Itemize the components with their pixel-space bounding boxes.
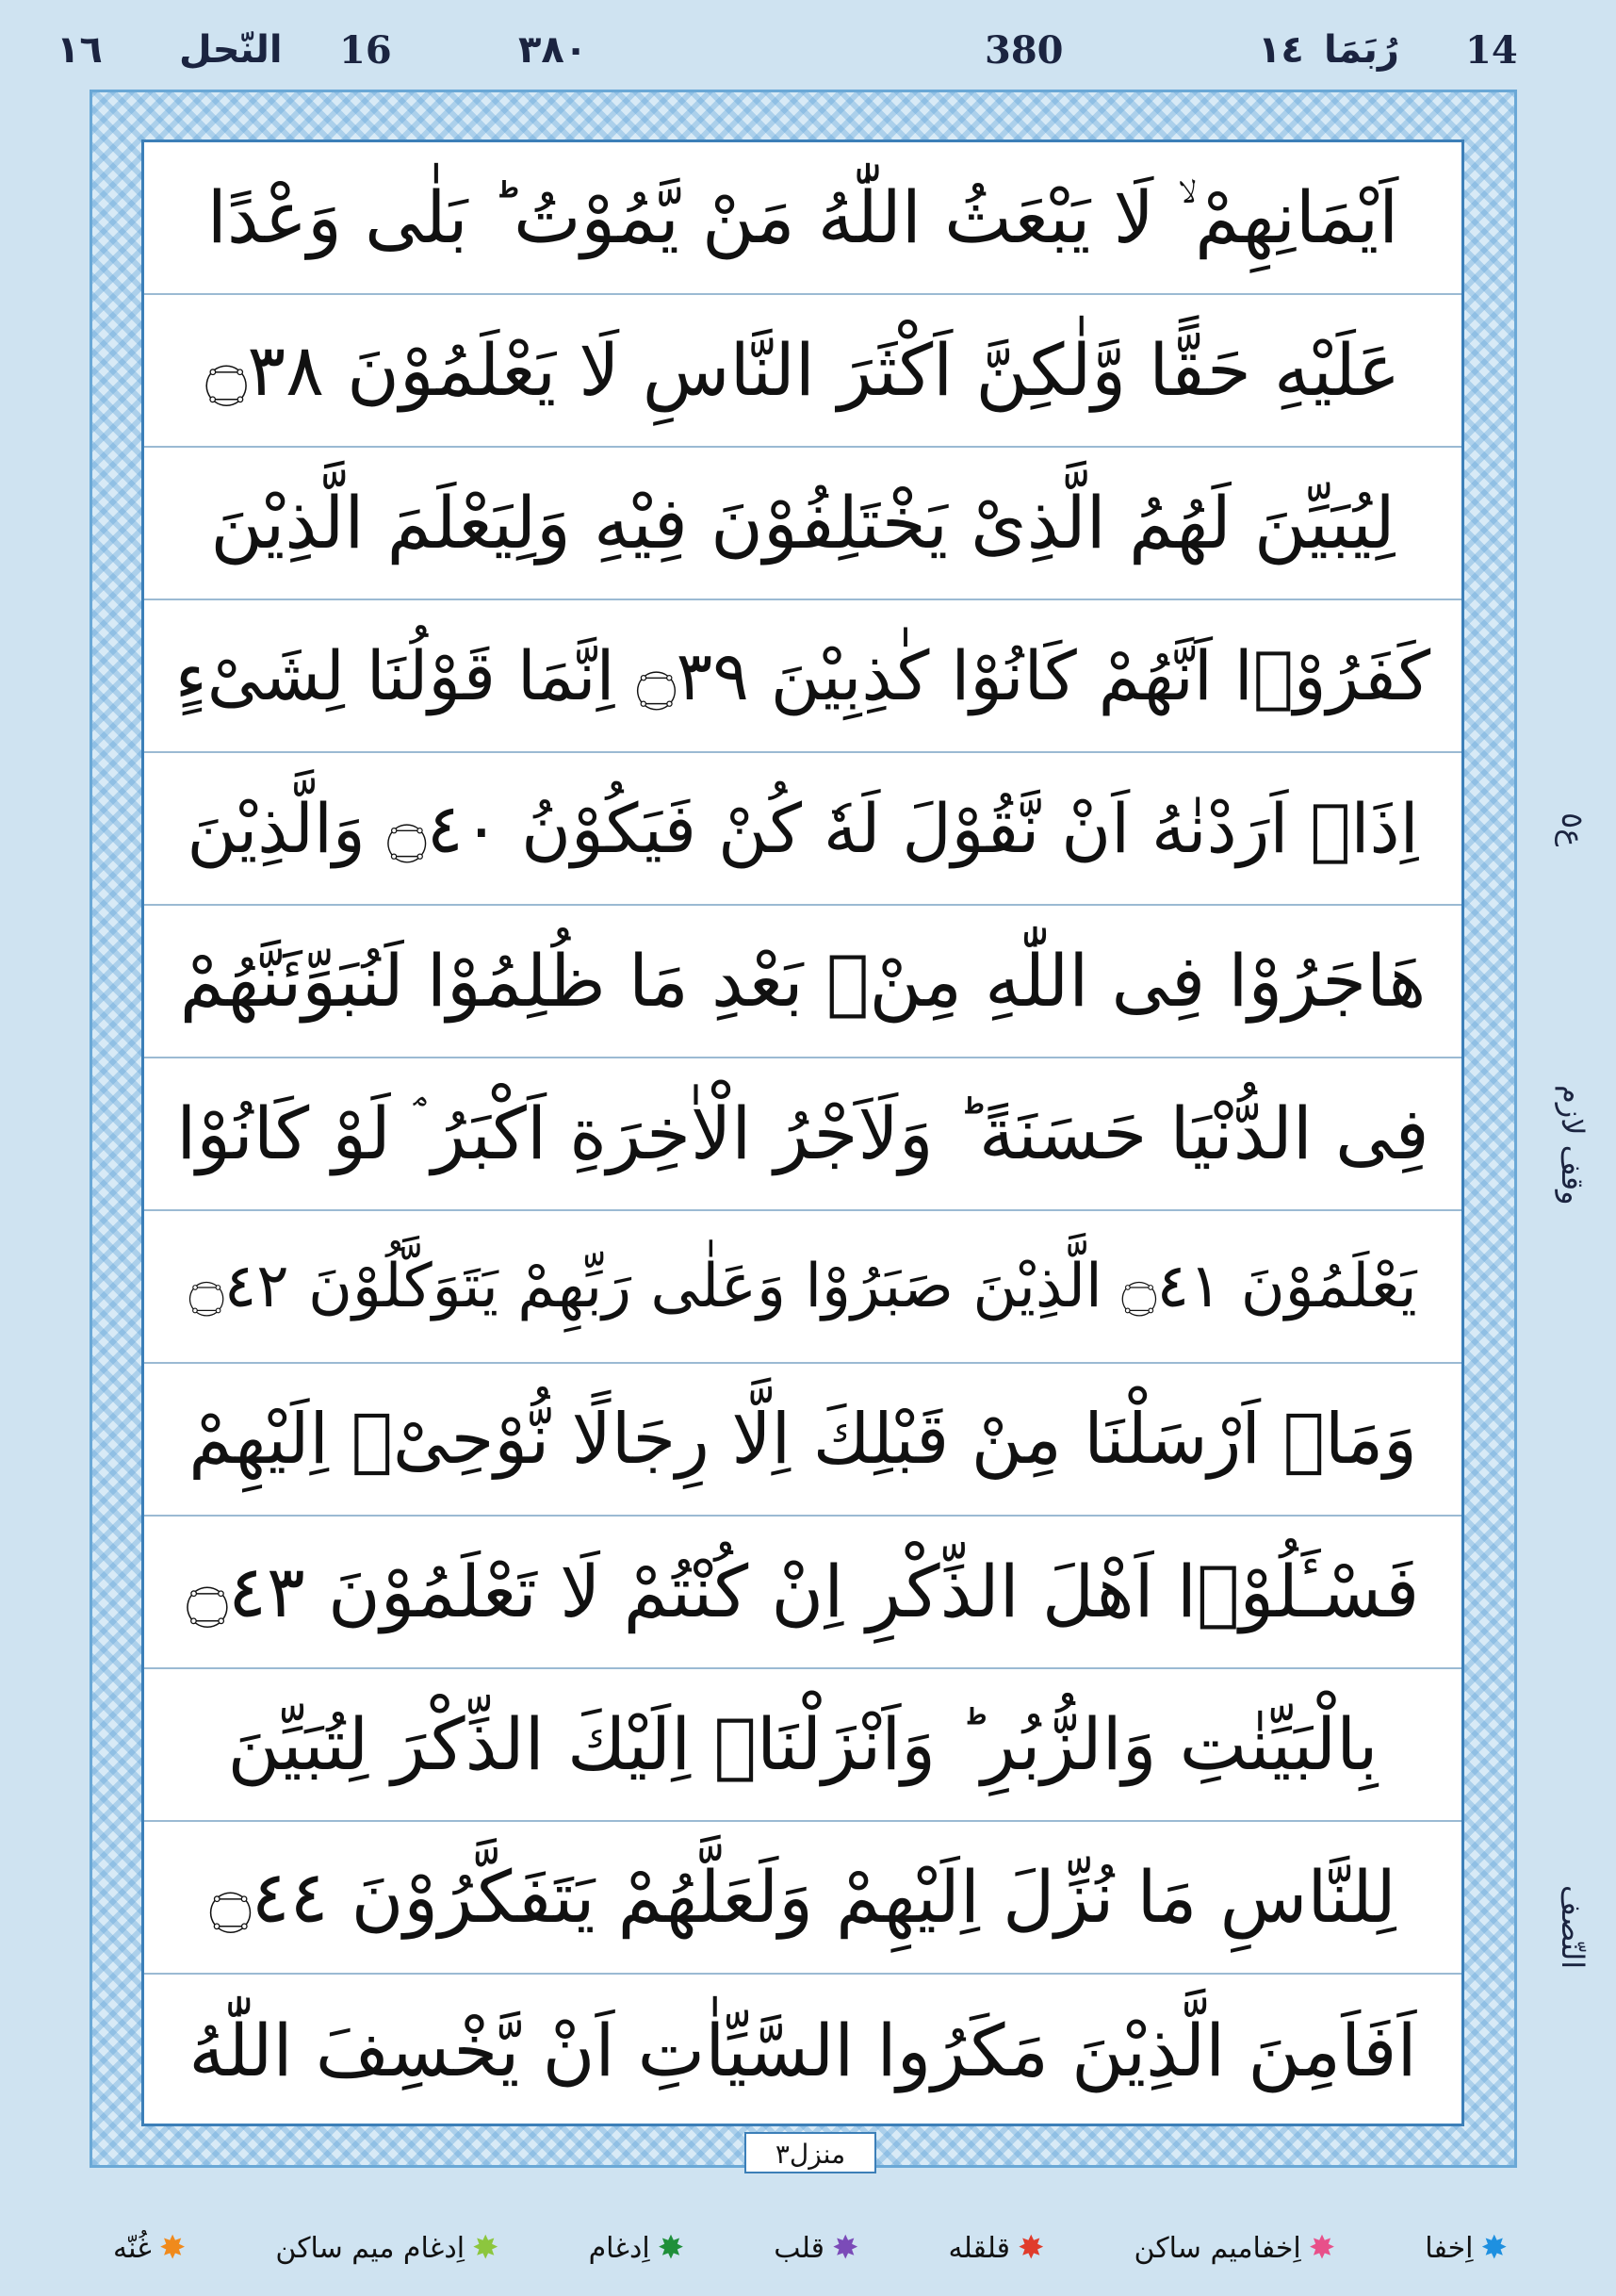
- quran-page: [141, 139, 1464, 2126]
- star-icon: ✸: [1480, 2229, 1508, 2267]
- line-text: لِيُبَيِّنَ لَهُمُ الَّذِىْ يَخْتَلِفُوْنَ فِيْهِ وَلِيَعْلَمَ الَّذِيْنَ: [210, 481, 1396, 565]
- surah-number: 16: [339, 28, 392, 73]
- legend-label: اِدغام: [588, 2231, 650, 2265]
- line-text: يَعْلَمُوْنَ ۝٤١ الَّذِيْنَ صَبَرُوْا وَعَلٰى رَبِّهِمْ يَتَوَكَّلُوْنَ ۝٤٢: [188, 1252, 1417, 1321]
- star-icon: ✸: [831, 2229, 859, 2267]
- legend-label: غُنّه: [113, 2231, 152, 2265]
- legend-item-qalqala: [948, 2229, 1045, 2267]
- ayah-line-8: [144, 1211, 1461, 1364]
- legend-item-idgham: [588, 2229, 685, 2267]
- legend-item-ikhfa-meem-sakin: [1134, 2229, 1336, 2267]
- surah-name: النّحل: [179, 28, 283, 72]
- ayah-line-10: [144, 1517, 1461, 1669]
- page-number-arabic: ٣٨٠: [518, 28, 588, 72]
- line-text: لِلنَّاسِ مَا نُزِّلَ اِلَيْهِمْ وَلَعَلَّهُمْ يَتَفَكَّرُوْنَ ۝٤٤: [209, 1855, 1396, 1939]
- nisf-note: النّصف: [1555, 1885, 1591, 1970]
- juz-name: رُبَمَا: [1324, 28, 1399, 72]
- star-icon: ✸: [158, 2229, 187, 2267]
- star-icon: ✸: [1308, 2229, 1336, 2267]
- ayah-line-13: [144, 1975, 1461, 2127]
- line-text: اِذَاۤ اَرَدْنٰهُ اَنْ نَّقُوْلَ لَهٗ كُنْ فَيَكُوْنُ ۝٤٠ وَالَّذِيْنَ: [187, 789, 1419, 868]
- legend-label: اِخفاميم ساكن: [1134, 2231, 1301, 2265]
- legend-label: اِخفا: [1425, 2231, 1474, 2265]
- line-text: عَلَيْهِ حَقًّا وَّلٰكِنَّ اَكْثَرَ النَّاسِ لَا يَعْلَمُوْنَ ۝٣٨: [204, 328, 1401, 412]
- ayah-line-11: [144, 1669, 1461, 1822]
- ayah-line-9: [144, 1364, 1461, 1517]
- ayah-line-6: [144, 906, 1461, 1058]
- ayah-line-7: [144, 1058, 1461, 1211]
- star-icon: ✸: [1017, 2229, 1045, 2267]
- legend-label: اِدغام ميم ساكن: [275, 2231, 465, 2265]
- ayah-line-12: [144, 1822, 1461, 1975]
- waqf-lazim-note: وقف لازم: [1555, 1085, 1591, 1205]
- legend-label: قلقله: [948, 2231, 1010, 2265]
- legend-item-idgham-meem-sakin: [275, 2229, 499, 2267]
- line-text: وَمَاۤ اَرْسَلْنَا مِنْ قَبْلِكَ اِلَّا رِجَالًا نُّوْحِىْۤ اِلَيْهِمْ: [188, 1399, 1417, 1480]
- line-text: هَاجَرُوْا فِى اللّٰهِ مِنْۢ بَعْدِ مَا ظُلِمُوْا لَنُبَوِّئَنَّهُمْ: [179, 939, 1427, 1023]
- legend-item-qalb: [774, 2229, 859, 2267]
- line-text: كَفَرُوْۤا اَنَّهُمْ كَانُوْا كٰذِبِيْنَ ۝٣٩ اِنَّمَا قَوْلُنَا لِشَىْءٍ: [174, 636, 1431, 715]
- line-text: اَفَاَمِنَ الَّذِيْنَ مَكَرُوا السَّيِّاٰتِ اَنْ يَّخْسِفَ اللّٰهُ: [188, 2009, 1417, 2092]
- ayah-line-3: [144, 448, 1461, 600]
- ayah-line-4: [144, 600, 1461, 753]
- page-number: 380: [985, 28, 1064, 73]
- manzil-label: منزل٣: [744, 2132, 876, 2173]
- page-header: [57, 28, 1526, 85]
- tajweed-legend: [113, 2224, 1508, 2271]
- star-icon: ✸: [657, 2229, 685, 2267]
- juz-number-right: ١٤: [1258, 28, 1304, 72]
- line-text: فَسْـَٔلُوْۤا اَهْلَ الذِّكْرِ اِنْ كُنْتُمْ لَا تَعْلَمُوْنَ ۝٤٣: [186, 1550, 1420, 1633]
- ruku-marker: ع٥: [1555, 812, 1591, 847]
- legend-item-ghunna: [113, 2229, 187, 2267]
- line-text: فِى الدُّنْيَا حَسَنَةً ؕ وَلَاَجْرُ الْاٰخِرَةِ اَكْبَرُ ۘ لَوْ كَانُوْا: [176, 1091, 1429, 1175]
- legend-item-ikhfa: [1425, 2229, 1508, 2267]
- juz-number: 14: [1465, 28, 1518, 73]
- star-icon: ✸: [472, 2229, 499, 2267]
- ayah-line-2: [144, 295, 1461, 448]
- line-text: اَيْمَانِهِمْ ۙ لَا يَبْعَثُ اللّٰهُ مَنْ يَّمُوْتُ ؕ بَلٰى وَعْدًا: [206, 175, 1399, 259]
- ayah-line-1: [144, 142, 1461, 295]
- line-text: بِالْبَيِّنٰتِ وَالزُّبُرِ ؕ وَاَنْزَلْنَاۤ اِلَيْكَ الذِّكْرَ لِتُبَيِّنَ: [227, 1702, 1379, 1786]
- legend-label: قلب: [774, 2231, 824, 2265]
- ayah-line-5: [144, 753, 1461, 906]
- juz-number-left: ١٦: [57, 28, 103, 72]
